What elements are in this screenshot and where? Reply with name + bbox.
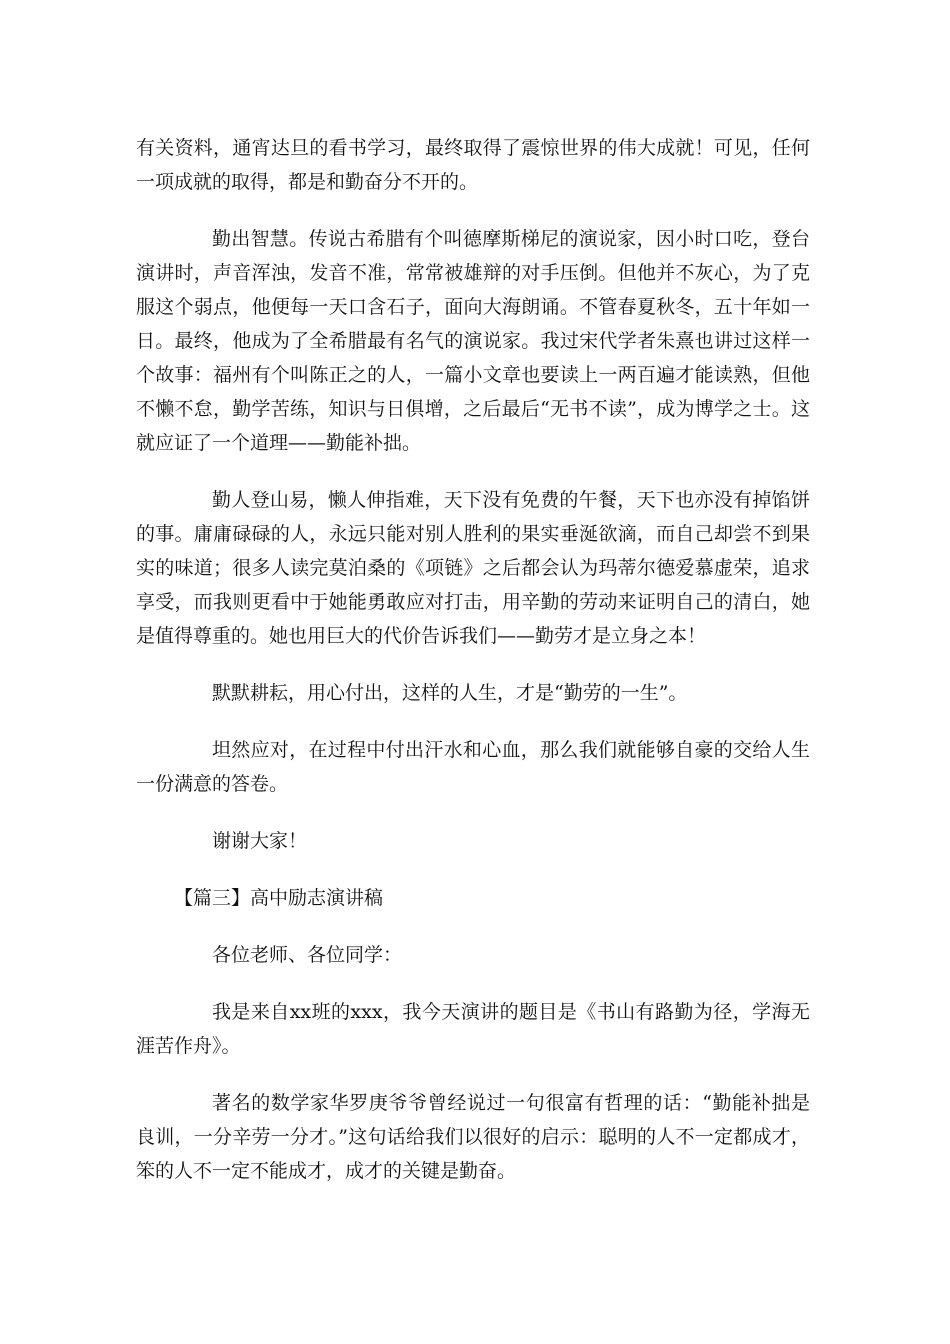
paragraph-wisdom: 勤出智慧。传说古希腊有个叫德摩斯梯尼的演说家，因小时口吃，登台演讲时，声音浑浊，发音不准，常常被雄辩的对手压倒。但他并不灰心，为了克服这个弱点，他便每一天口含石子，面向大海朗诵。不管春夏秋冬，五十年如一日。最终，他成为了全希腊最有名气的演说家。我过宋代学者朱熹也讲过这样一个故事：福州有个叫陈正之的人，一篇小文章也要读上一两百遍才能读熟，但他不懒不怠，勤学苦练，知识与日俱增，之后最后“无书不读”，成为博学之士。这就应证了一个道理——勤能补拙。: [136, 228, 810, 454]
paragraph-calm: 坦然应对，在过程中付出汗水和心血，那么我们就能够自豪的交给人生一份满意的答卷。: [136, 739, 810, 795]
section-heading: 【篇三】高中励志演讲稿: [174, 887, 384, 909]
paragraph-quote: 著名的数学家华罗庚爷爷曾经说过一句很富有哲理的话：“勤能补拙是良训，一分辛劳一分才。”这句话给我们以很好的启示：聪明的人不一定都成才，笨的人不一定不能成才，成才的关键是勤奋。: [136, 1092, 810, 1182]
paragraph-intro: 我是来自xx班的xxx，我今天演讲的题目是《书山有路勤为径，学海无涯苦作舟》。: [136, 1001, 810, 1057]
paragraph-silent-work: 默默耕耘，用心付出，这样的人生，才是“勤劳的一生”。: [212, 682, 688, 704]
paragraph-thanks: 谢谢大家！: [212, 830, 308, 852]
document-page: [136, 131, 810, 1188]
paragraph-continuation: 有关资料，通宵达旦的看书学习，最终取得了震惊世界的伟大成就！可见，任何一项成就的取得，都是和勤奋分不开的。: [136, 137, 810, 193]
paragraph-salutation: 各位老师、各位同学：: [212, 944, 403, 966]
paragraph-diligent-people: 勤人登山易，懒人伸指难，天下没有免费的午餐，天下也亦没有掉馅饼的事。庸庸碌碌的人，永远只能对别人胜利的果实垂涎欲滴，而自己却尝不到果实的味道；很多人读完莫泊桑的《项链》之后都会认为玛蒂尔德爱慕虚荣，追求享受，而我则更看中于她能勇敢应对打击，用辛勤的劳动来证明自己的清白，她是值得尊重的。她也用巨大的代价告诉我们——勤劳才是立身之本！: [136, 489, 810, 647]
